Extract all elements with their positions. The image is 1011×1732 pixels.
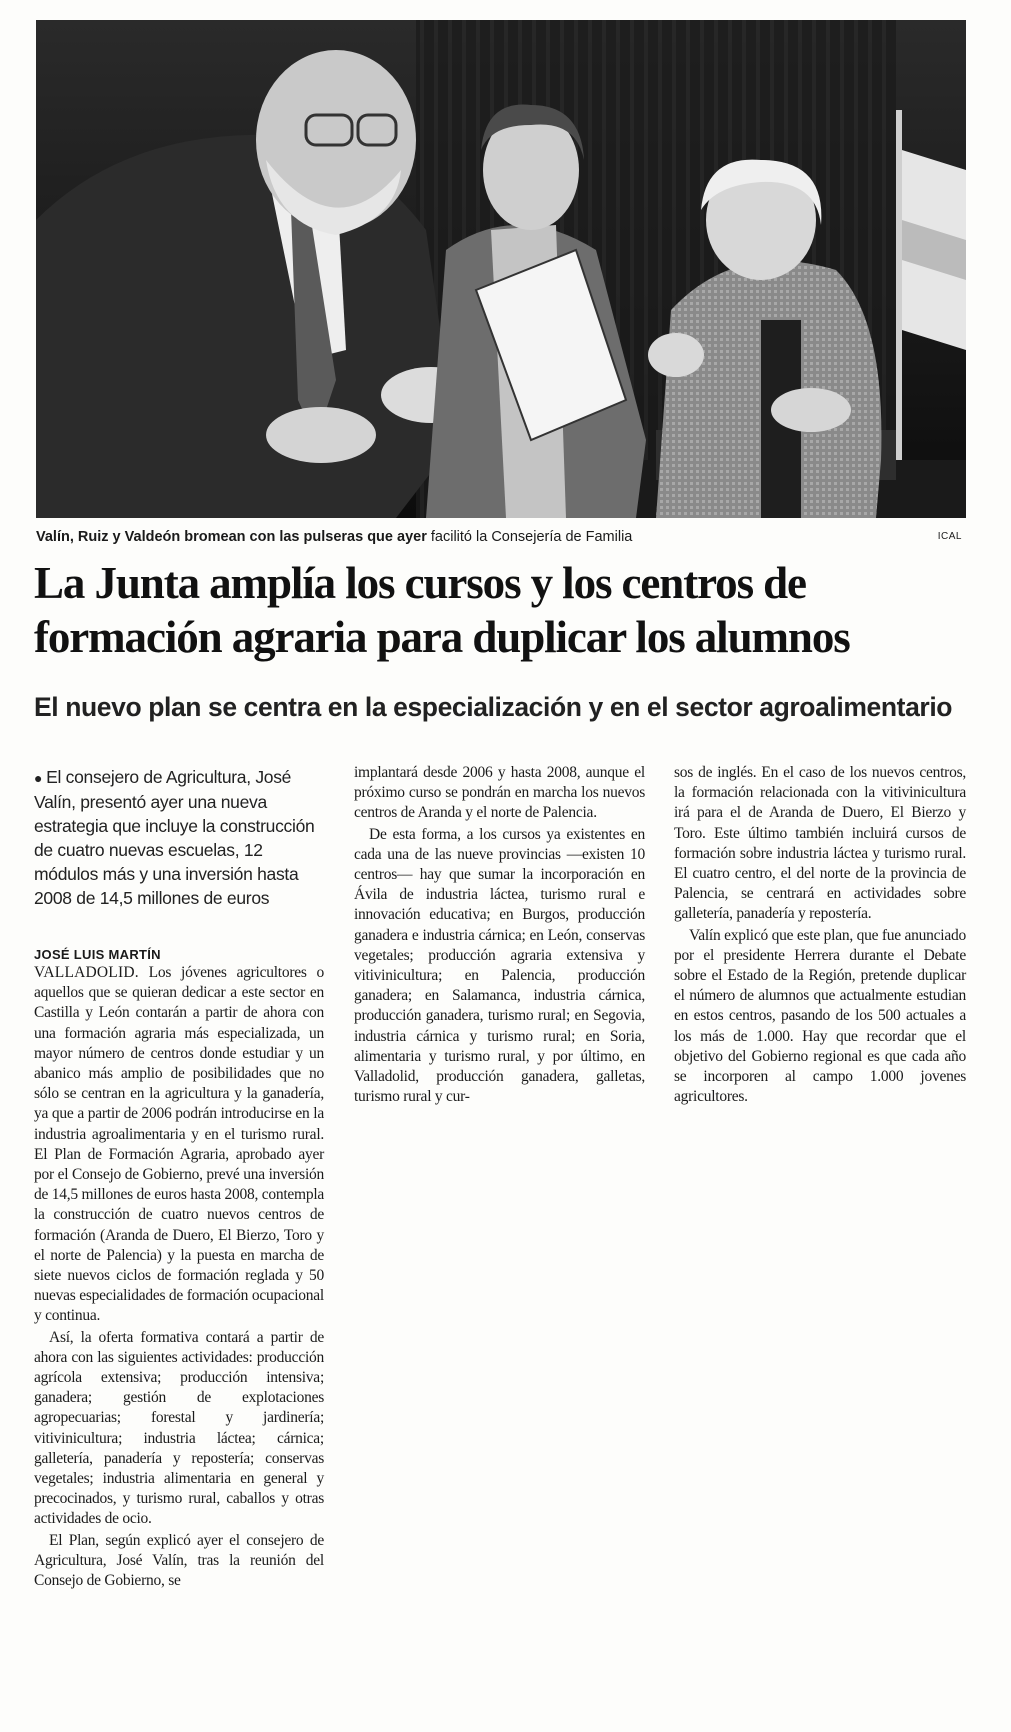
dateline: VALLADOLID. — [34, 964, 139, 981]
news-photo — [36, 20, 966, 518]
body-paragraph: El Plan, según explicó ayer el consejero de Agricultura, José Valín, tras la reunión del Consejo de Gobierno, se — [34, 1531, 324, 1590]
caption-text: facilitó la Consejería de Familia — [430, 529, 633, 545]
body-paragraph: De esta forma, a los cursos ya existentes en cada una de las nueve provincias —existen 10 centros— hay que sumar la incorporación en Ávila de industria láctea, turismo rural e innovación educativa; en Burgos, producción ganadera e industria cárnica; en León, conservas vegetales; producción agraria extensiva y vitivinicultura; en Palencia, producción ganadera; en Salamanca, industria cárnica, producción ganadera, turismo rural; en Segovia, industria cárnica y turismo rural; en Soria, alimentaria y turismo rural, y por último, en Valladolid, producción ganadera, galletas, turismo rural y cur- — [354, 825, 645, 1106]
body-paragraph: Valín explicó que este plan, que fue anunciado por el presidente Herrera durante el Debate sobre el Estado de la Región, pretende duplicar el número de alumnos que actualmente estudian en estos centros, pasando de los 500 actuales a los más de 1.000. Hay que recordar que el objetivo del Gobierno regional es que cada año se incorporen al campo 1.000 jovenes agricultores. — [674, 926, 966, 1106]
body-paragraph — [34, 963, 324, 1327]
bullet-icon: ● — [34, 770, 43, 786]
body-text: Los jóvenes agricultores o aquellos que se quieran dedicar a este sector en Castilla y León contarán a partir de ahora con una formación agraria más especializada, un mayor número de centros donde estudiar y un abanico más amplio de posibilidades que no sólo se centran en la agricultura y la ganadería, ya que a partir de 2006 podrán introducirse en la industria agroalimentaria y en el turismo rural. El Plan de Formación Agraria, aprobado ayer por el Consejo de Gobierno, prevé una inversión de 14,5 millones de euros hasta 2008, contempla la construcción de cuatro nuevos centros de formación (Aranda de Duero, El Bierzo, Toro y el norte de Palencia) y la puesta en marcha de siete nuevos ciclos de formación reglada y 50 nuevas especialidades de formación ocupacional y continua. — [34, 964, 325, 1325]
subheadline: El nuevo plan se centra en la especialización y en el sector agroalimentario — [34, 692, 953, 722]
body-paragraph: Así, la oferta formativa contará a partir de ahora con las siguientes actividades: producción agrícola extensiva; producción intensiva; ganadera; gestión de explotaciones agropecuarias; forestal y jardinería; vitivinicultura; industria láctea; cárnica; galletería, panadería y repostería; conservas vegetales; industria alimentaria en general y precocinados, y turismo rural, caballos y otras actividades de ocio. — [34, 1328, 324, 1528]
caption-bold-text: Valín, Ruiz y Valdeón bromean con las pulseras que ayer — [36, 529, 427, 545]
photo-credit: ICAL — [937, 531, 962, 542]
lead-text: El consejero de Agricultura, José Valín, presentó ayer una nueva estrategia que incluye la construcción de cuatro nuevas escuelas, 12 módulos más y una inversión hasta 2008 de 14,5 millones de euros — [34, 767, 315, 908]
photo-illustration — [36, 20, 966, 518]
photo-caption — [36, 526, 966, 548]
headline: La Junta amplía los cursos y los centros de formación agraria para duplicar los alumnos — [34, 558, 850, 662]
article-column-2 — [354, 763, 645, 1107]
article-column-1 — [34, 765, 324, 1591]
article-column-3 — [674, 763, 966, 1107]
body-paragraph: sos de inglés. En el caso de los nuevos centros, la formación relacionada con la vitivinicultura irá para el de Aranda de Duero, El Bierzo y Toro. Este último también incluirá cursos de formación sobre industria láctea y turismo rural. El cuatro centro, el del norte de la provincia de Palencia, se centrará en actividades sobre galletería, panadería y repostería. — [674, 764, 966, 923]
byline: JOSÉ LUIS MARTÍN — [34, 947, 161, 962]
lead-paragraph — [34, 765, 324, 910]
body-paragraph: implantará desde 2006 y hasta 2008, aunque el próximo curso se pondrán en marcha los nuevos centros de Aranda y el norte de Palencia. — [354, 764, 645, 822]
